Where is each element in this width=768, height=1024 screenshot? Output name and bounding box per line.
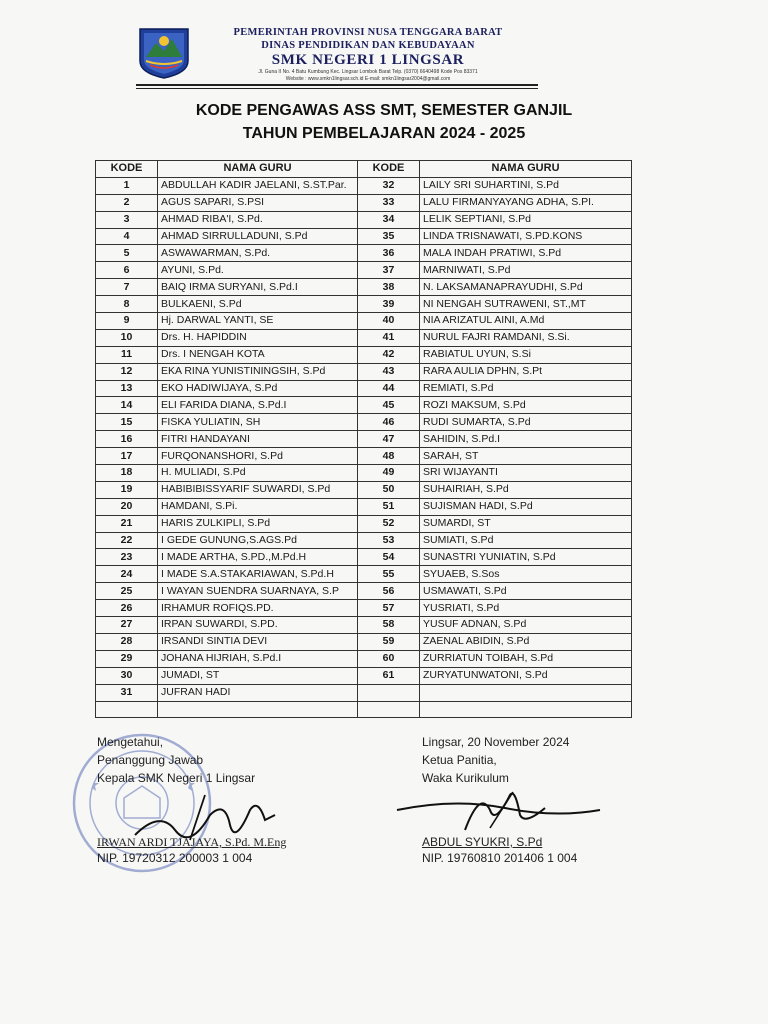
code-left: 14 [96,397,158,414]
teacher-name-right: SAHIDIN, S.Pd.I [420,431,632,448]
code-right: 59 [358,633,420,650]
table-row [96,313,632,330]
teacher-name-left: Drs. I NENGAH KOTA [158,346,358,363]
letterhead-school: SMK NEGERI 1 LINGSAR [271,52,465,68]
table-row [96,414,632,431]
sig-left-role: Penanggung Jawab [97,753,204,767]
teacher-name-right: SUJISMAN HADI, S.Pd [420,498,632,515]
teacher-name-left: IRHAMUR ROFIQS.PD. [158,600,358,617]
code-right: 55 [358,566,420,583]
table-row [96,329,632,346]
table-row [96,498,632,515]
teacher-name-right: RUDI SUMARTA, S.Pd [420,414,632,431]
table-row [96,481,632,498]
code-right: 42 [358,346,420,363]
teacher-name-left: ABDULLAH KADIR JAELANI, S.ST.Par. [158,177,358,194]
table-row [96,633,632,650]
table-row [96,245,632,262]
province-emblem-icon [136,27,192,79]
code-right: 38 [358,279,420,296]
table-row [96,211,632,228]
code-left: 25 [96,583,158,600]
sig-right-role: Ketua Panitia, [422,753,497,767]
code-left: 21 [96,515,158,532]
code-left: 27 [96,617,158,634]
teacher-name-right: RABIATUL UYUN, S.Si [420,346,632,363]
letterhead-address: Jl. Guna II No. 4 Batu Kumbung Kec. Lingsar Lombok Barat Telp. (0370) 6640498 Kode Pos 83371 [258,69,478,75]
table-row [96,600,632,617]
table-row [96,346,632,363]
code-right: 53 [358,532,420,549]
teacher-name-right: REMIATI, S.Pd [420,380,632,397]
header-nama-guru: NAMA GURU [158,161,358,178]
sig-right-nip: NIP. 19760810 201406 1 004 [422,851,578,865]
teacher-name-left: I WAYAN SUENDRA SUARNAYA, S.P [158,583,358,600]
code-left: 17 [96,448,158,465]
teacher-name-right: YUSRIATI, S.Pd [420,600,632,617]
sig-right-place-date: Lingsar, 20 November 2024 [422,735,570,749]
table-row [96,363,632,380]
table-row [96,194,632,211]
code-left: 8 [96,296,158,313]
teacher-name-right: ZURRIATUN TOIBAH, S.Pd [420,650,632,667]
code-right: 54 [358,549,420,566]
code-left: 1 [96,177,158,194]
teacher-name-right: MARNIWATI, S.Pd [420,262,632,279]
letterhead [198,26,538,83]
teacher-name-left: AHMAD SIRRULLADUNI, S.Pd [158,228,358,245]
teacher-name-left: H. MULIADI, S.Pd [158,465,358,482]
code-right: 51 [358,498,420,515]
code-left: 26 [96,600,158,617]
code-right: 35 [358,228,420,245]
table-header-row [96,161,632,178]
table-row [96,397,632,414]
teacher-name-right: NIA ARIZATUL AINI, A.Md [420,313,632,330]
teacher-name-left: IRSANDI SINTIA DEVI [158,633,358,650]
table-row [96,380,632,397]
teacher-name-left: JUFRAN HADI [158,684,358,701]
sig-right-position: Waka Kurikulum [422,771,509,785]
code-left: 31 [96,684,158,701]
code-left: 9 [96,313,158,330]
code-right: 45 [358,397,420,414]
teacher-name-right: LALU FIRMANYAYANG ADHA, S.PI. [420,194,632,211]
code-left [96,701,158,718]
code-left: 30 [96,667,158,684]
code-left: 19 [96,481,158,498]
teacher-name-right: RARA AULIA DPHN, S.Pt [420,363,632,380]
teacher-name-right: SRI WIJAYANTI [420,465,632,482]
code-right [358,684,420,701]
table-row [96,228,632,245]
header-nama-guru: NAMA GURU [420,161,632,178]
teacher-name-right: YUSUF ADNAN, S.Pd [420,617,632,634]
code-right: 41 [358,329,420,346]
teacher-name-left: HARIS ZULKIPLI, S.Pd [158,515,358,532]
teacher-name-right: SUMIATI, S.Pd [420,532,632,549]
code-right: 56 [358,583,420,600]
sig-right-name: ABDUL SYUKRI, S.Pd [422,835,543,849]
letterhead-divider [136,84,538,86]
table-row [96,549,632,566]
teacher-name-left: AHMAD RIBA'I, S.Pd. [158,211,358,228]
teacher-name-right: SYUAEB, S.Sos [420,566,632,583]
code-left: 12 [96,363,158,380]
code-left: 18 [96,465,158,482]
code-left: 24 [96,566,158,583]
table-row [96,701,632,718]
teacher-name-left: BULKAENI, S.Pd [158,296,358,313]
code-right: 47 [358,431,420,448]
code-left: 13 [96,380,158,397]
teacher-name-left: Hj. DARWAL YANTI, SE [158,313,358,330]
code-left: 7 [96,279,158,296]
table-row [96,515,632,532]
code-left: 16 [96,431,158,448]
table-row [96,650,632,667]
teacher-name-right: NURUL FAJRI RAMDANI, S.Si. [420,329,632,346]
code-right: 43 [358,363,420,380]
teacher-name-left: AYUNI, S.Pd. [158,262,358,279]
teacher-name-left: HAMDANI, S.Pi. [158,498,358,515]
table-row [96,465,632,482]
teacher-name-right [420,684,632,701]
sig-left-nip: NIP. 19720312 200003 1 004 [97,851,253,865]
code-left: 22 [96,532,158,549]
teacher-name-left: JOHANA HIJRIAH, S.Pd.I [158,650,358,667]
teacher-name-right: ZAENAL ABIDIN, S.Pd [420,633,632,650]
code-right: 57 [358,600,420,617]
teacher-name-right: LELIK SEPTIANI, S.Pd [420,211,632,228]
table-row [96,448,632,465]
sig-left-name: IRWAN ARDI TJAJAYA, S.Pd. M.Eng [97,835,287,849]
teacher-name-left: FURQONANSHORI, S.Pd [158,448,358,465]
teacher-name-left: EKA RINA YUNISTININGSIH, S.Pd [158,363,358,380]
teacher-name-right: N. LAKSAMANAPRAYUDHI, S.Pd [420,279,632,296]
teacher-name-left: FITRI HANDAYANI [158,431,358,448]
teacher-name-left: I GEDE GUNUNG,S.AGS.Pd [158,532,358,549]
table-row [96,532,632,549]
code-left: 15 [96,414,158,431]
teacher-name-right: MALA INDAH PRATIWI, S.Pd [420,245,632,262]
code-right: 44 [358,380,420,397]
code-right: 49 [358,465,420,482]
code-right: 32 [358,177,420,194]
code-left: 20 [96,498,158,515]
code-right: 52 [358,515,420,532]
code-right: 37 [358,262,420,279]
teacher-name-left: Drs. H. HAPIDDIN [158,329,358,346]
code-right [358,701,420,718]
teacher-name-right [420,701,632,718]
teacher-name-right: LINDA TRISNAWATI, S.PD.KONS [420,228,632,245]
document-title [0,99,768,145]
teacher-name-right: USMAWATI, S.Pd [420,583,632,600]
letterhead-divider-thin [136,88,538,89]
code-right: 58 [358,617,420,634]
header-kode: KODE [358,161,420,178]
teacher-name-right: SUNASTRI YUNIATIN, S.Pd [420,549,632,566]
teacher-name-left: ASWAWARMAN, S.Pd. [158,245,358,262]
teacher-name-left: I MADE ARTHA, S.PD.,M.Pd.H [158,549,358,566]
letterhead-department: DINAS PENDIDIKAN DAN KEBUDAYAAN [261,40,475,51]
table-row [96,262,632,279]
teacher-name-left: JUMADI, ST [158,667,358,684]
table-row [96,583,632,600]
code-left: 11 [96,346,158,363]
code-left: 5 [96,245,158,262]
letterhead-contact: Website : www.smkn1lingsar.sch.id E-mail: smkn1lingsar2004@gmail.com [285,76,451,82]
code-left: 6 [96,262,158,279]
code-right: 34 [358,211,420,228]
table-row [96,279,632,296]
committee-head-signature-icon [395,780,605,840]
code-right: 50 [358,481,420,498]
table-row [96,296,632,313]
table-row [96,431,632,448]
teacher-name-right: SUHAIRIAH, S.Pd [420,481,632,498]
table-row [96,177,632,194]
teacher-name-right: SARAH, ST [420,448,632,465]
code-right: 33 [358,194,420,211]
table-row [96,667,632,684]
teacher-name-left: HABIBIBISSYARIF SUWARDI, S.Pd [158,481,358,498]
teacher-name-left [158,701,358,718]
teacher-name-right: ZURYATUNWATONI, S.Pd [420,667,632,684]
title-line-1: KODE PENGAWAS ASS SMT, SEMESTER GANJIL [195,102,573,119]
code-left: 23 [96,549,158,566]
signature-block-committee [422,733,578,865]
teacher-name-left: ELI FARIDA DIANA, S.Pd.I [158,397,358,414]
code-right: 48 [358,448,420,465]
supervisor-code-table [95,160,632,718]
header-kode: KODE [96,161,158,178]
teacher-name-left: EKO HADIWIJAYA, S.Pd [158,380,358,397]
code-right: 40 [358,313,420,330]
table-row [96,617,632,634]
code-left: 3 [96,211,158,228]
title-line-2: TAHUN PEMBELAJARAN 2024 - 2025 [242,125,526,142]
teacher-name-right: NI NENGAH SUTRAWENI, ST.,MT [420,296,632,313]
code-left: 10 [96,329,158,346]
teacher-name-left: AGUS SAPARI, S.PSI [158,194,358,211]
teacher-name-right: ROZI MAKSUM, S.Pd [420,397,632,414]
table-row [96,566,632,583]
teacher-name-left: BAIQ IRMA SURYANI, S.Pd.I [158,279,358,296]
code-left: 4 [96,228,158,245]
teacher-name-right: LAILY SRI SUHARTINI, S.Pd [420,177,632,194]
code-left: 28 [96,633,158,650]
sig-left-position: Kepala SMK Negeri 1 Lingsar [97,771,256,785]
teacher-name-left: IRPAN SUWARDI, S.PD. [158,617,358,634]
code-left: 29 [96,650,158,667]
table-body [96,177,632,718]
code-right: 39 [358,296,420,313]
code-right: 60 [358,650,420,667]
code-right: 36 [358,245,420,262]
code-right: 46 [358,414,420,431]
teacher-name-left: I MADE S.A.STAKARIAWAN, S.Pd.H [158,566,358,583]
letterhead-government: PEMERINTAH PROVINSI NUSA TENGGARA BARAT [233,27,503,38]
code-right: 61 [358,667,420,684]
code-left: 2 [96,194,158,211]
teacher-name-left: FISKA YULIATIN, SH [158,414,358,431]
signature-block-headmaster [97,733,287,865]
table-row [96,684,632,701]
teacher-name-right: SUMARDI, ST [420,515,632,532]
sig-left-acknowledged: Mengetahui, [97,735,164,749]
